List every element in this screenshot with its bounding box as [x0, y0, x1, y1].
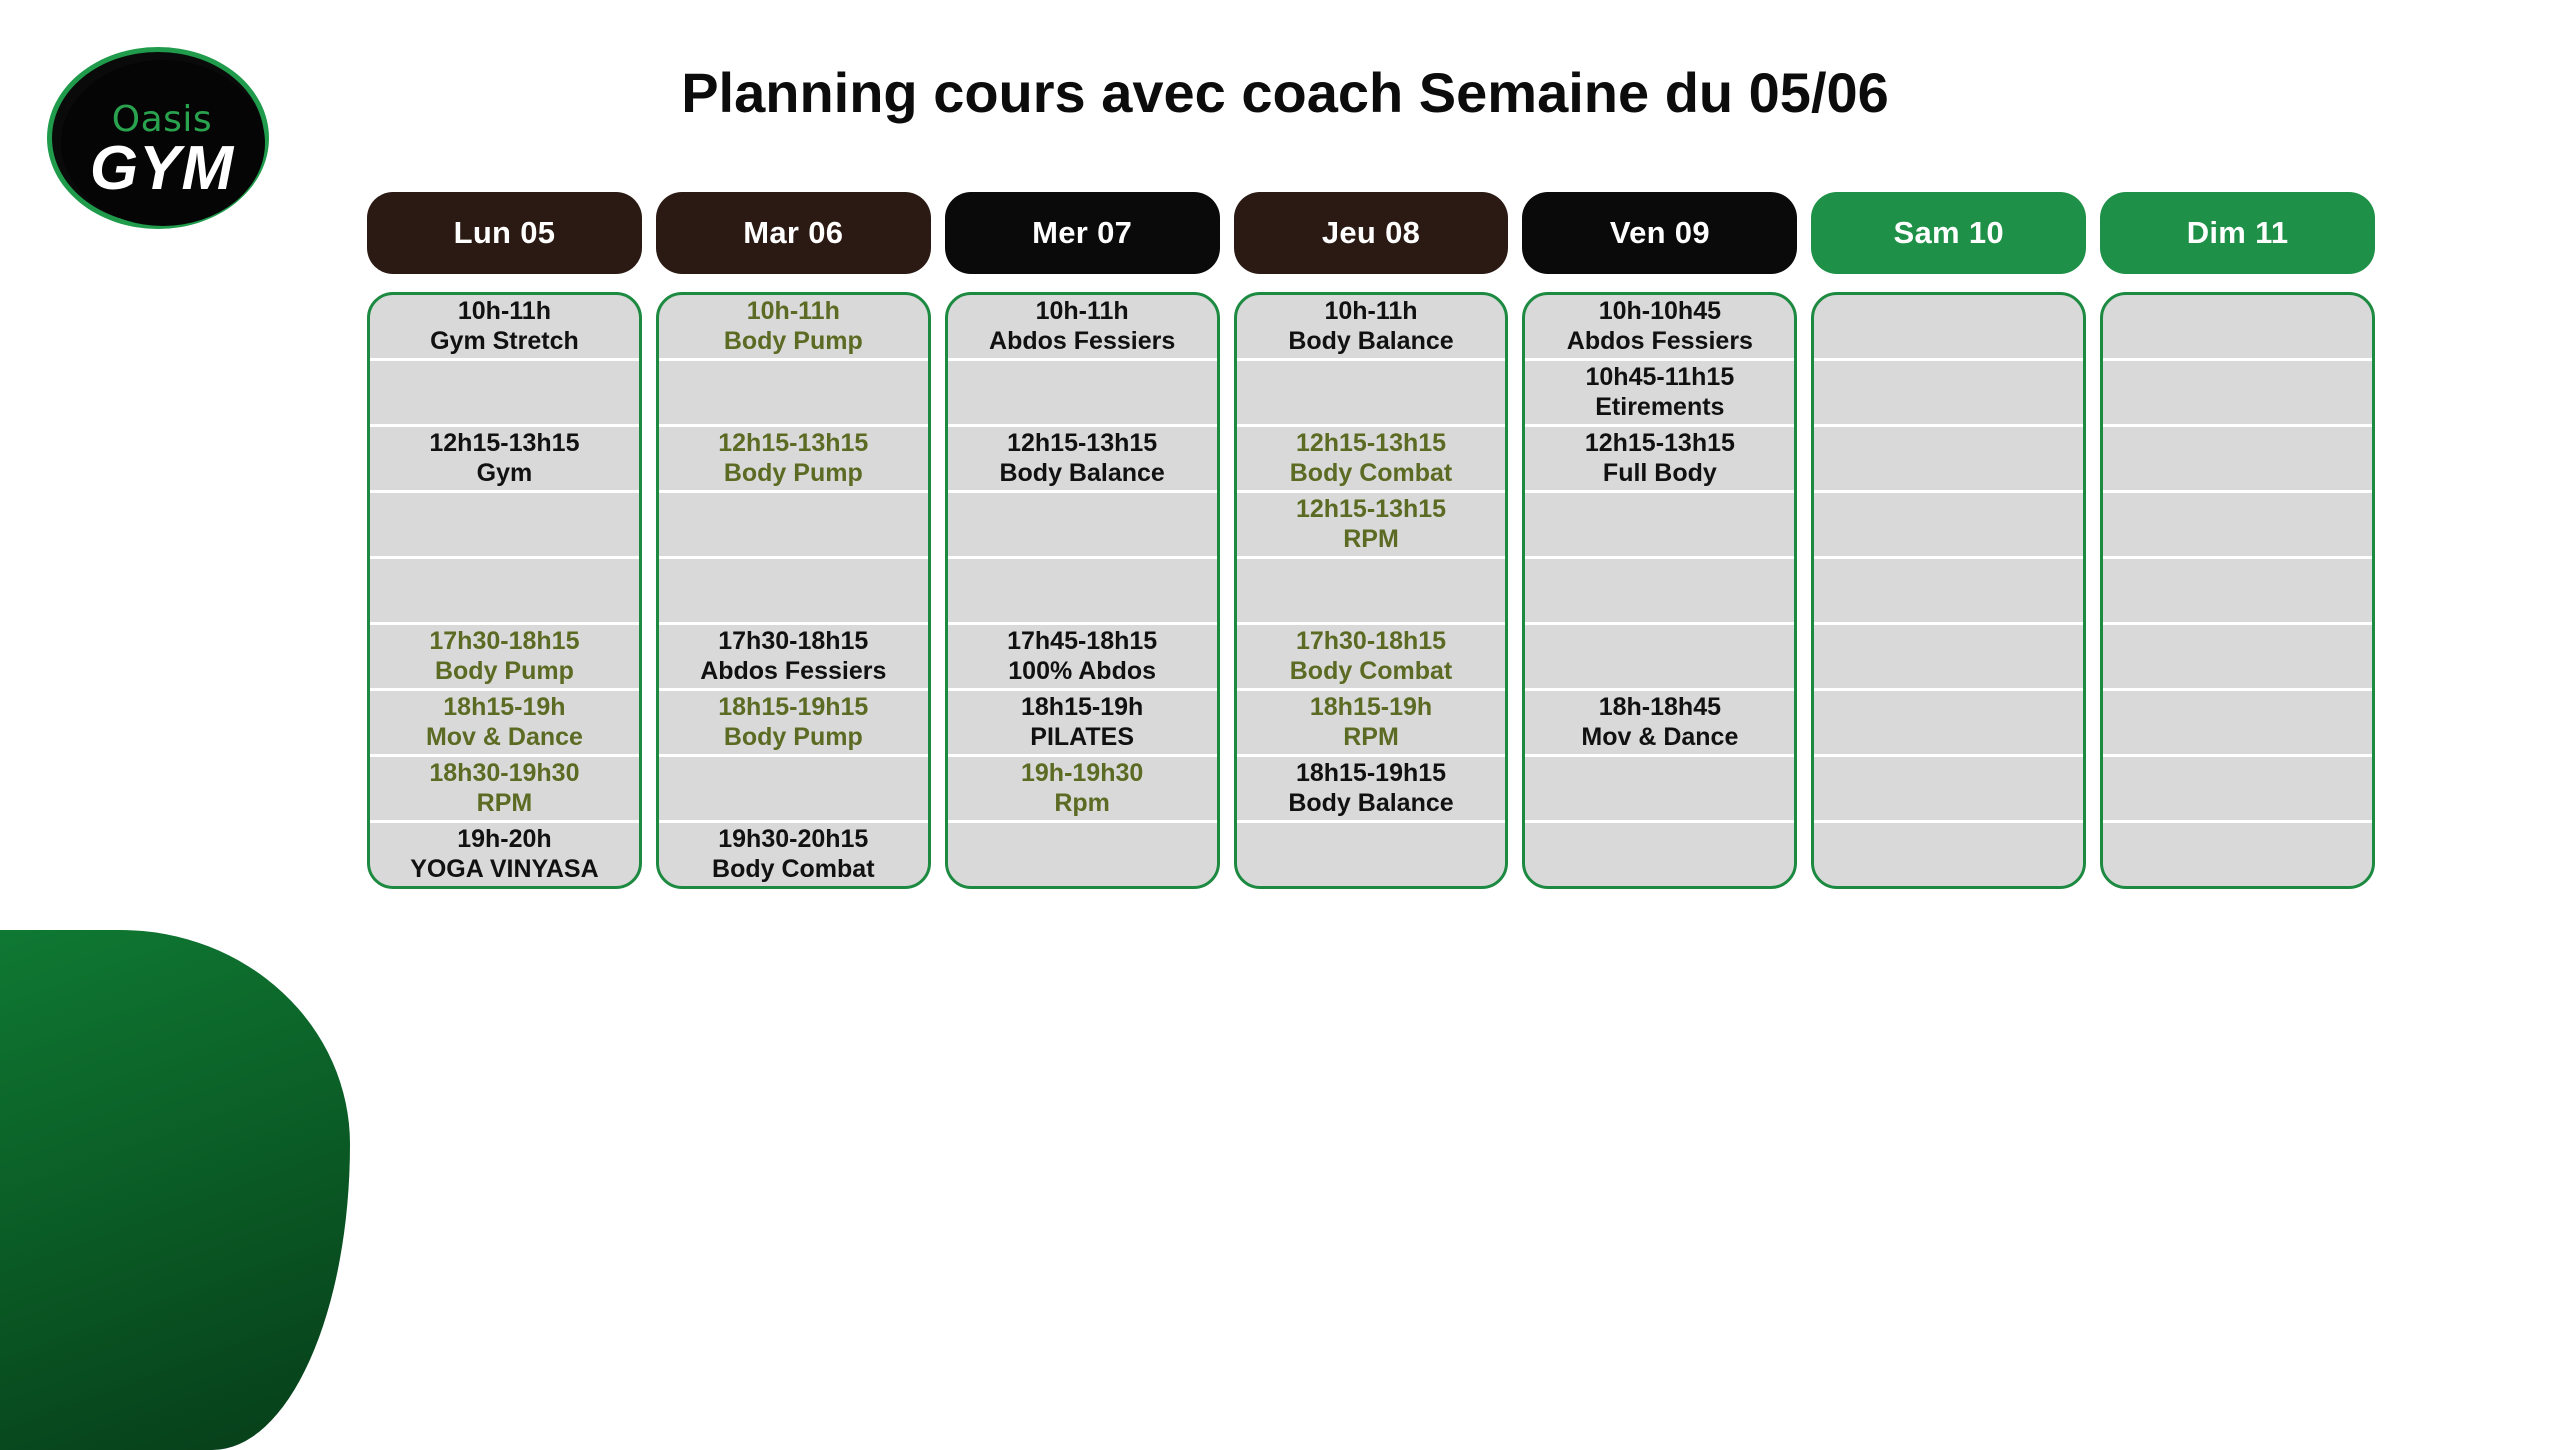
day-column-1 — [367, 292, 642, 889]
class-slot-empty — [948, 823, 1217, 886]
class-slot-empty — [948, 559, 1217, 625]
class-slot[interactable] — [370, 427, 639, 493]
class-slot-empty — [659, 559, 928, 625]
class-name: 100% Abdos — [1008, 656, 1157, 685]
class-name: Rpm — [1054, 788, 1110, 817]
class-time: 18h30-19h30 — [429, 759, 580, 787]
class-name: Body Combat — [712, 854, 875, 883]
day-header-3[interactable]: Mer 07 — [945, 192, 1220, 274]
class-slot[interactable] — [659, 691, 928, 757]
day-header-2[interactable]: Mar 06 — [656, 192, 931, 274]
class-time: 18h-18h45 — [1598, 693, 1722, 721]
class-slot-empty — [370, 361, 639, 427]
class-slot[interactable] — [1525, 295, 1794, 361]
class-name: RPM — [1343, 524, 1399, 553]
class-slot[interactable] — [948, 625, 1217, 691]
class-time: 10h-11h — [1324, 297, 1418, 325]
class-name: Abdos Fessiers — [1566, 326, 1753, 355]
day-column-5 — [1522, 292, 1797, 889]
class-slot-empty — [1237, 823, 1506, 886]
class-slot[interactable] — [948, 427, 1217, 493]
class-time: 18h15-19h — [1309, 693, 1433, 721]
day-column-2 — [656, 292, 931, 889]
class-slot[interactable] — [948, 757, 1217, 823]
class-time: 10h-10h45 — [1598, 297, 1722, 325]
class-slot-empty — [659, 493, 928, 559]
class-name: Body Balance — [1288, 788, 1454, 817]
class-time: 10h-11h — [746, 297, 840, 325]
class-slot-empty — [1525, 625, 1794, 691]
class-slot[interactable] — [659, 823, 928, 886]
day-header-row — [367, 192, 2375, 274]
class-slot-empty — [370, 559, 639, 625]
day-columns — [367, 292, 2375, 889]
class-slot-empty — [948, 493, 1217, 559]
class-slot-empty — [2103, 361, 2372, 427]
class-slot-empty — [2103, 295, 2372, 361]
class-slot-empty — [1814, 757, 2083, 823]
class-name: Body Balance — [1288, 326, 1454, 355]
class-time: 10h-11h — [457, 297, 551, 325]
class-name: Body Pump — [434, 656, 574, 685]
decorative-green-shape — [0, 930, 350, 1450]
page-title: Planning cours avec coach Semaine du 05/06 — [681, 61, 1889, 124]
class-slot[interactable] — [1525, 691, 1794, 757]
class-slot[interactable] — [659, 625, 928, 691]
class-slot-empty — [1525, 493, 1794, 559]
class-slot[interactable] — [370, 295, 639, 361]
class-slot[interactable] — [1525, 361, 1794, 427]
class-slot-empty — [1814, 691, 2083, 757]
logo-brand-oasis: Oasis — [111, 99, 213, 140]
day-header-1[interactable]: Lun 05 — [367, 192, 642, 274]
class-time: 17h30-18h15 — [429, 627, 580, 655]
class-slot-empty — [2103, 625, 2372, 691]
logo-brand-gym: GYM — [89, 134, 235, 203]
class-slot-empty — [1237, 361, 1506, 427]
class-slot-empty — [1814, 427, 2083, 493]
class-time: 12h15-13h15 — [1295, 429, 1447, 457]
class-name: Gym — [476, 458, 533, 487]
class-name: PILATES — [1030, 722, 1134, 751]
class-slot-empty — [2103, 823, 2372, 886]
class-time: 10h-11h — [1035, 297, 1129, 325]
class-slot[interactable] — [948, 691, 1217, 757]
class-name: RPM — [476, 788, 533, 817]
class-slot-empty — [1814, 493, 2083, 559]
class-slot[interactable] — [1525, 427, 1794, 493]
class-time: 12h15-13h15 — [1007, 429, 1158, 457]
class-name: Mov & Dance — [1581, 722, 1739, 751]
class-slot[interactable] — [1237, 493, 1506, 559]
class-slot-empty — [2103, 559, 2372, 625]
day-column-3 — [945, 292, 1220, 889]
logo — [47, 47, 277, 237]
class-name: Abdos Fessiers — [700, 656, 887, 685]
class-time: 17h30-18h15 — [1295, 627, 1447, 655]
class-slot-empty — [659, 757, 928, 823]
day-column-7 — [2100, 292, 2375, 889]
class-name: Full Body — [1602, 458, 1717, 487]
class-slot-empty — [370, 493, 639, 559]
class-name: Mov & Dance — [425, 722, 583, 751]
class-name: Body Balance — [999, 458, 1165, 487]
class-slot[interactable] — [948, 295, 1217, 361]
day-header-7[interactable]: Dim 11 — [2100, 192, 2375, 274]
class-name: Body Pump — [723, 458, 863, 487]
class-time: 18h15-19h15 — [1295, 759, 1447, 787]
class-slot-empty — [1237, 559, 1506, 625]
class-slot[interactable] — [659, 295, 928, 361]
class-time: 19h-20h — [457, 825, 552, 853]
class-slot-empty — [2103, 427, 2372, 493]
class-slot-empty — [2103, 757, 2372, 823]
class-name: Body Combat — [1289, 458, 1453, 487]
day-column-4 — [1234, 292, 1509, 889]
class-slot[interactable] — [370, 757, 639, 823]
class-time: 12h15-13h15 — [1295, 495, 1447, 523]
class-name: Abdos Fessiers — [989, 326, 1176, 355]
class-time: 12h15-13h15 — [429, 429, 580, 457]
class-slot-empty — [1814, 823, 2083, 886]
class-time: 10h45-11h15 — [1585, 363, 1735, 391]
class-time: 19h30-20h15 — [718, 825, 869, 853]
class-name: Body Pump — [723, 722, 863, 751]
class-name: Body Combat — [1289, 656, 1453, 685]
class-slot[interactable] — [1237, 691, 1506, 757]
class-slot-empty — [948, 361, 1217, 427]
class-time: 17h30-18h15 — [718, 627, 869, 655]
class-slot-empty — [1525, 823, 1794, 886]
weekly-planning-table — [367, 192, 2375, 889]
class-slot[interactable] — [1237, 757, 1506, 823]
class-time: 12h15-13h15 — [1584, 429, 1735, 457]
class-time: 12h15-13h15 — [718, 429, 869, 457]
class-name: Gym Stretch — [430, 326, 579, 355]
class-slot-empty — [2103, 493, 2372, 559]
class-slot[interactable] — [370, 625, 639, 691]
class-slot-empty — [1814, 625, 2083, 691]
day-column-6 — [1811, 292, 2086, 889]
class-name: RPM — [1343, 722, 1399, 751]
class-slot[interactable] — [370, 823, 639, 886]
class-name: YOGA VINYASA — [410, 854, 599, 883]
day-header-6[interactable]: Sam 10 — [1811, 192, 2086, 274]
class-slot-empty — [1525, 559, 1794, 625]
class-slot-empty — [2103, 691, 2372, 757]
class-slot[interactable] — [1237, 427, 1506, 493]
class-time: 18h15-19h15 — [718, 693, 869, 721]
class-slot[interactable] — [370, 691, 639, 757]
class-name: Etirements — [1595, 392, 1725, 421]
day-header-4[interactable]: Jeu 08 — [1234, 192, 1509, 274]
class-slot-empty — [1814, 361, 2083, 427]
class-slot[interactable] — [659, 427, 928, 493]
class-slot-empty — [1814, 559, 2083, 625]
class-name: Body Pump — [723, 326, 863, 355]
class-slot[interactable] — [1237, 625, 1506, 691]
class-slot-empty — [1814, 295, 2083, 361]
class-time: 18h15-19h — [1021, 693, 1144, 721]
class-slot[interactable] — [1237, 295, 1506, 361]
class-time: 18h15-19h — [443, 693, 566, 721]
day-header-5[interactable]: Ven 09 — [1522, 192, 1797, 274]
class-time: 19h-19h30 — [1021, 759, 1144, 787]
class-slot-empty — [659, 361, 928, 427]
class-slot-empty — [1525, 757, 1794, 823]
class-time: 17h45-18h15 — [1007, 627, 1158, 655]
